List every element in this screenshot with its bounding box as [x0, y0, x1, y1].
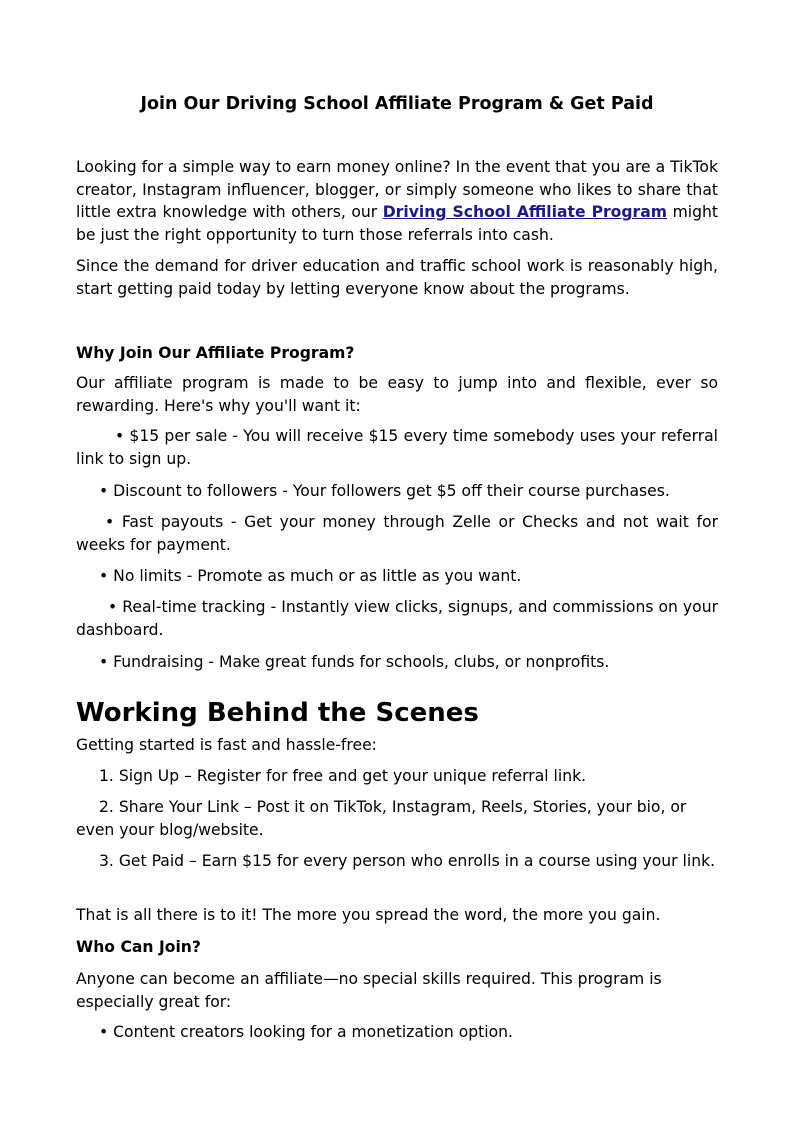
intro-paragraph-1 — [76, 156, 718, 246]
intro-text-after-link: might be just the right opportunity to turn those referrals into cash. — [76, 203, 718, 244]
why-bullet-item: • Real-time tracking - Instantly view clicks, signups, and commissions on your dashboard. — [76, 598, 718, 639]
page-title: Join Our Driving School Affiliate Program & Get Paid — [140, 94, 654, 114]
why-bullet-item: • Fundraising - Make great funds for schools, clubs, or nonprofits. — [99, 653, 610, 671]
why-bullet-item: • No limits - Promote as much or as little as you want. — [99, 567, 522, 585]
who-intro-paragraph: Anyone can become an affiliate—no special skills required. This program is especially great for: — [76, 970, 662, 1011]
affiliate-program-link[interactable]: Driving School Affiliate Program — [382, 203, 668, 221]
working-intro: Getting started is fast and hassle-free: — [76, 736, 377, 754]
intro-text-before-link: Looking for a simple way to earn money online? In the event that you are a TikTok creator, Instagram influencer, blogger, or simply someone who likes to share that little extra knowledge with others, our — [76, 158, 718, 221]
why-bullet-item: • Discount to followers - Your followers get $5 off their course purchases. — [99, 482, 670, 500]
working-outro: That is all there is to it! The more you spread the word, the more you gain. — [76, 906, 661, 924]
working-heading: Working Behind the Scenes — [76, 698, 479, 728]
step-item: 3. Get Paid – Earn $15 for every person who enrolls in a course using your link. — [99, 852, 716, 870]
why-bullet-item: • $15 per sale - You will receive $15 every time somebody uses your referral link to sign up. — [76, 427, 718, 468]
why-intro-paragraph: Our affiliate program is made to be easy to jump into and flexible, ever so rewarding. Here's why you'll want it: — [76, 374, 718, 415]
who-can-join-heading: Who Can Join? — [76, 938, 201, 956]
why-join-heading: Why Join Our Affiliate Program? — [76, 344, 355, 362]
step-item: 2. Share Your Link – Post it on TikTok, Instagram, Reels, Stories, your bio, or even your blog/website. — [76, 798, 687, 839]
why-bullet-item: • Fast payouts - Get your money through Zelle or Checks and not wait for weeks for payment. — [76, 513, 718, 554]
who-bullet-item: • Content creators looking for a monetization option. — [99, 1023, 513, 1041]
step-item: 1. Sign Up – Register for free and get your unique referral link. — [99, 767, 587, 785]
intro-paragraph-2: Since the demand for driver education and traffic school work is reasonably high, start getting paid today by letting everyone know about the programs. — [76, 257, 718, 298]
